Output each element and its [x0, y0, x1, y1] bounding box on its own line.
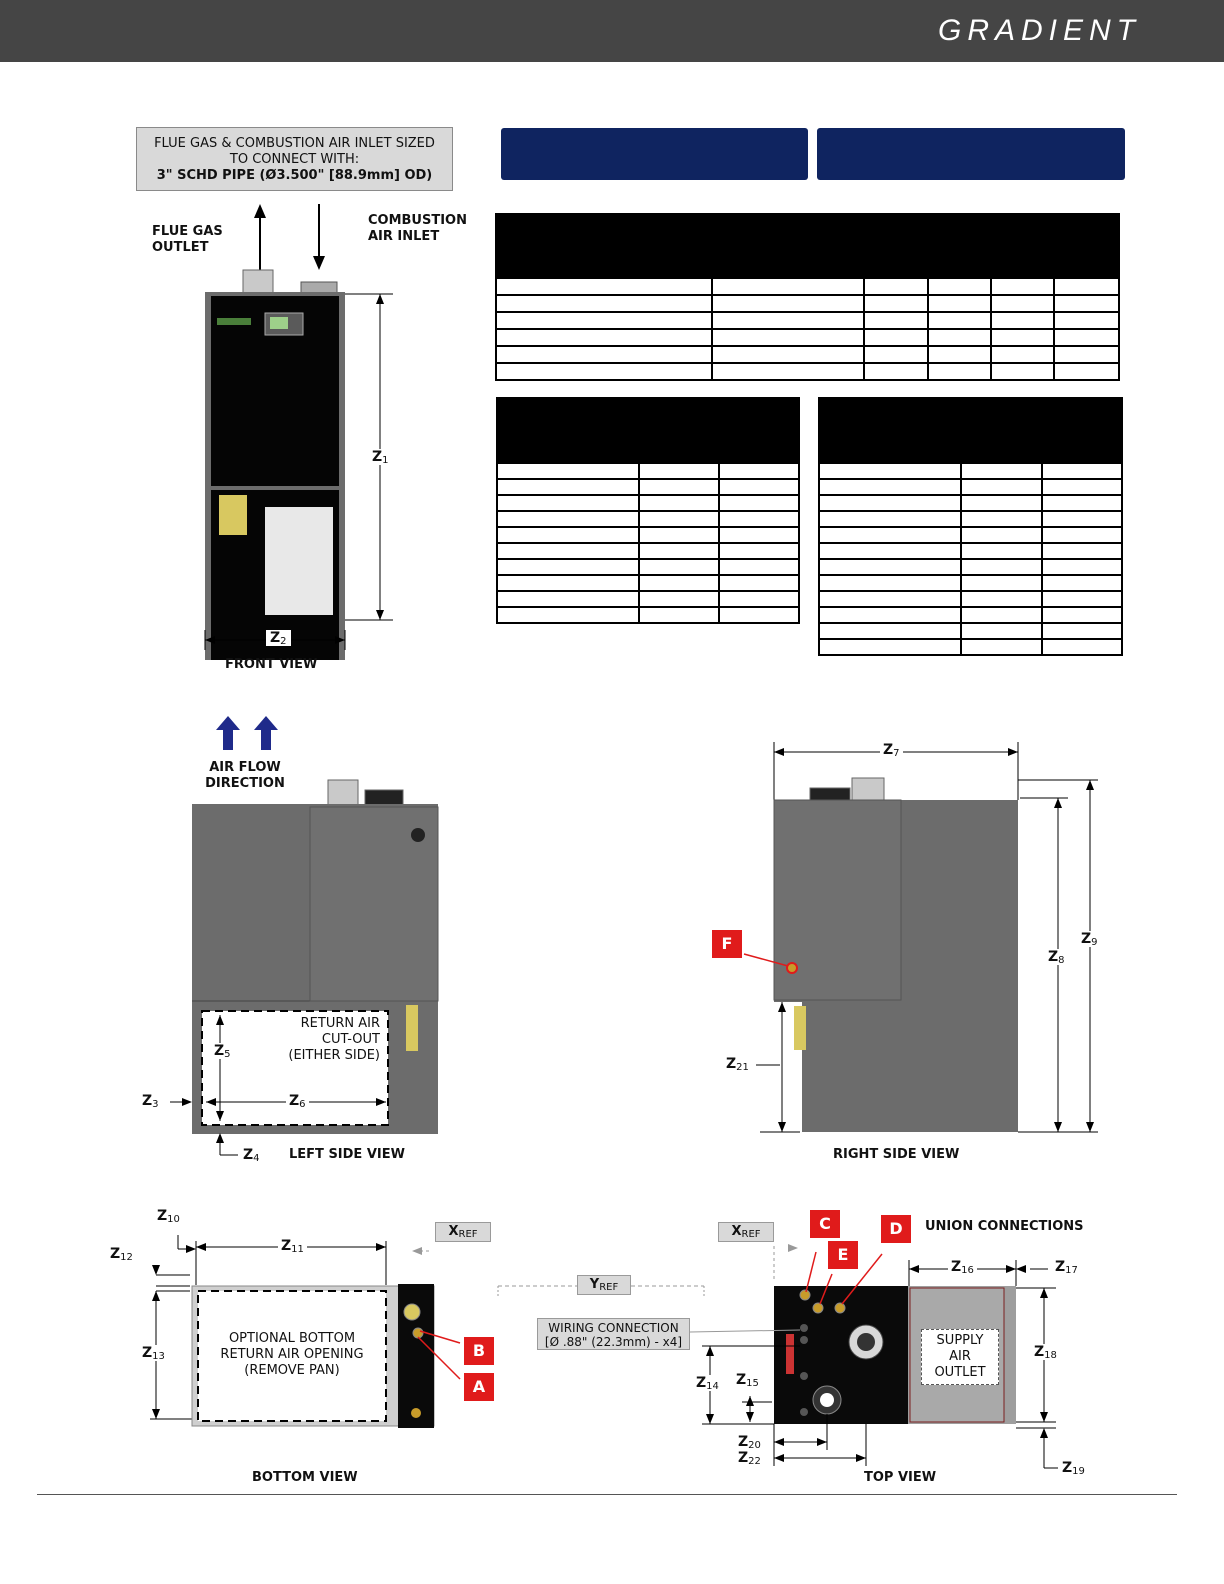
dim-z20: $Z_{20}$	[738, 1434, 761, 1451]
union-connections-label: UNION CONNECTIONS	[925, 1219, 1084, 1234]
pipe-note-line1: FLUE GAS & COMBUSTION AIR INLET SIZED	[154, 136, 435, 151]
yref-tag: $Y_{REF}$	[577, 1275, 631, 1295]
front-panel-logo	[217, 318, 251, 325]
dim-z4: $Z_4$	[243, 1147, 260, 1164]
flue-label-line1: FLUE GAS	[152, 224, 223, 239]
brand-logo: GRADIENT	[937, 14, 1141, 47]
spec-table	[495, 277, 1120, 381]
left-side-drawing	[140, 775, 450, 1170]
airflow-label-line2: DIRECTION	[205, 776, 285, 791]
tag-b: B	[464, 1337, 494, 1365]
pipe-note-line3: 3" SCHD PIPE (Ø3.500" [88.9mm] OD)	[156, 168, 433, 183]
flue-pipe	[243, 270, 273, 294]
supply-line1: SUPPLY	[936, 1333, 984, 1348]
dim-z18: $Z_{18}$	[1034, 1344, 1057, 1361]
flue-up-arrow	[254, 204, 266, 270]
dim-z22: $Z_{22}$	[738, 1450, 761, 1467]
bottom-view-title: BOTTOM VIEW	[252, 1470, 358, 1485]
dim-z5: $Z_5$	[214, 1043, 231, 1060]
right-side-drawing	[700, 740, 1110, 1140]
tag-c: C	[810, 1210, 840, 1238]
footer-divider	[37, 1494, 1177, 1495]
dim-z19: $Z_{19}$	[1062, 1460, 1085, 1477]
spec-table-header	[495, 213, 1120, 279]
front-view-title: FRONT VIEW	[225, 657, 318, 672]
model-tab-button-1[interactable]	[501, 128, 808, 180]
pipe-size-note	[136, 127, 453, 191]
dim-z13: $Z_{13}$	[142, 1345, 165, 1362]
dim-z9: $Z_9$	[1081, 931, 1098, 948]
air-down-arrow	[313, 204, 325, 270]
tag-f: F	[712, 930, 742, 958]
airflow-arrow-icon	[254, 716, 278, 750]
dim-z11: $Z_{11}$	[278, 1238, 307, 1254]
bottom-opening-label	[200, 1331, 384, 1379]
return-air-line3: (EITHER SIDE)	[288, 1048, 380, 1063]
dim-table-left	[496, 462, 800, 624]
air-label-line2: AIR INLET	[368, 229, 440, 244]
right-side-view-title: RIGHT SIDE VIEW	[833, 1147, 960, 1162]
return-air-line2: CUT-OUT	[321, 1032, 380, 1047]
tag-a: A	[464, 1373, 494, 1401]
dim-table-left-header	[496, 397, 800, 463]
gas-valve	[219, 495, 247, 535]
airflow-label-line1: AIR FLOW	[209, 760, 281, 775]
dim-table-right	[818, 462, 1123, 656]
dim-z16: $Z_{16}$	[948, 1259, 977, 1275]
top-xref-tag: $X_{REF}$	[718, 1222, 774, 1242]
warning-label	[265, 507, 333, 615]
tag-e: E	[828, 1241, 858, 1269]
dim-z7: $Z_7$	[880, 742, 903, 758]
dim-z15: $Z_{15}$	[736, 1372, 759, 1389]
air-label-line1: COMBUSTION	[368, 213, 467, 228]
flue-label-line2: OUTLET	[152, 240, 209, 255]
dim-z14: $Z_{14}$	[696, 1375, 719, 1392]
return-air-label	[280, 1016, 380, 1064]
return-air-line1: RETURN AIR	[300, 1016, 380, 1031]
dim-z1: $Z_1$	[372, 449, 389, 466]
dim-z6: $Z_6$	[286, 1093, 309, 1109]
dim-z17: $Z_{17}$	[1055, 1259, 1078, 1276]
airflow-arrows	[210, 716, 280, 752]
dim-z12: $Z_{12}$	[110, 1246, 133, 1263]
bottom-opening-line1: OPTIONAL BOTTOM	[228, 1331, 356, 1346]
wiring-note-line2: [Ø .88" (22.3mm) - x4]	[544, 1335, 683, 1349]
wiring-note-line1: WIRING CONNECTION	[548, 1321, 679, 1335]
left-side-view-title: LEFT SIDE VIEW	[289, 1147, 405, 1162]
bottom-opening-line2: RETURN AIR OPENING	[220, 1347, 364, 1362]
display-screen	[270, 317, 288, 329]
pipe-note-line2: TO CONNECT WITH:	[229, 152, 360, 167]
dim-z10: $Z_{10}$	[157, 1208, 180, 1225]
dim-z21: $Z_{21}$	[726, 1056, 749, 1073]
dim-table-right-header	[818, 397, 1123, 463]
bottom-opening-line3: (REMOVE PAN)	[244, 1363, 340, 1378]
bottom-xref-tag: $X_{REF}$	[435, 1222, 491, 1242]
dim-z2: $Z_2$	[266, 630, 291, 646]
supply-air-outlet-label	[921, 1329, 999, 1385]
connection-f	[787, 963, 797, 973]
airflow-arrow-icon	[216, 716, 240, 750]
front-view-drawing	[195, 200, 405, 660]
top-view-title: TOP VIEW	[864, 1470, 937, 1485]
model-tab-button-2[interactable]	[817, 128, 1125, 180]
supply-line2: AIR	[949, 1349, 971, 1364]
dim-z3: $Z_3$	[142, 1093, 159, 1110]
tag-d: D	[881, 1215, 911, 1243]
supply-line3: OUTLET	[934, 1365, 986, 1380]
wiring-connection-note	[537, 1318, 690, 1350]
dim-z8: $Z_8$	[1048, 949, 1065, 966]
